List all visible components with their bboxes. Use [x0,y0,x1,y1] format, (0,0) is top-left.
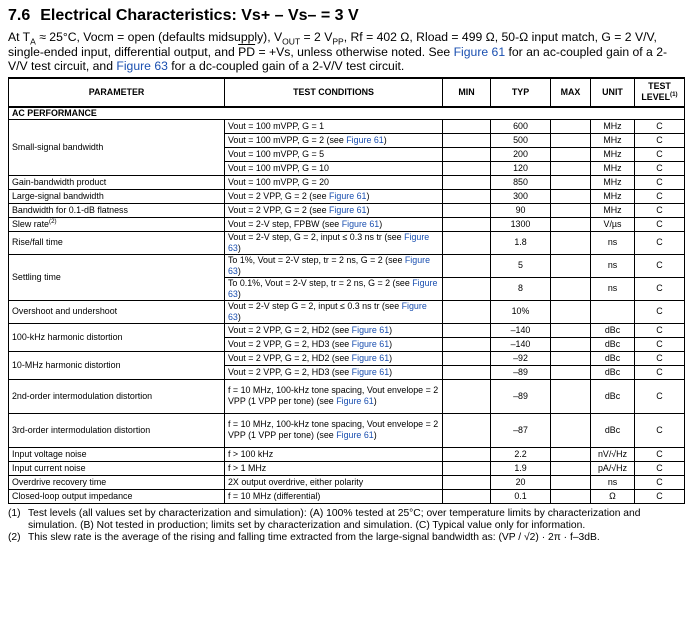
condition-cell: Vout = 2-V step G = 2, input ≤ 0.3 ns tr (see Figure 63) [225,300,443,323]
typ-cell: 600 [491,119,551,133]
condition-cell: Vout = 100 mVPP, G = 10 [225,161,443,175]
header-max: MAX [551,78,591,107]
min-cell [443,461,491,475]
typ-cell: 1300 [491,217,551,231]
table-row [9,351,685,365]
unit-cell: dBc [591,351,635,365]
max-cell [551,379,591,413]
parameter-cell: 3rd-order intermodulation distortion [9,413,225,447]
min-cell [443,231,491,254]
figure-link[interactable]: Figure 61 [328,204,367,215]
condition-cell: To 0.1%, Vout = 2-V step, tr = 2 ns, G = 2 (see Figure 63) [225,277,443,300]
footnotes [8,508,684,544]
condition-cell: Vout = 2-V step, G = 2, input ≤ 0.3 ns tr (see Figure 63) [225,231,443,254]
condition-cell: Vout = 2 VPP, G = 2, HD2 (see Figure 61) [225,323,443,337]
min-cell [443,133,491,147]
min-cell [443,351,491,365]
condition-cell: 2X output overdrive, either polarity [225,475,443,489]
max-cell [551,147,591,161]
parameter-cell: Gain-bandwidth product [9,175,225,189]
min-cell [443,147,491,161]
typ-cell: 120 [491,161,551,175]
condition-cell: Vout = 100 mVPP, G = 1 [225,119,443,133]
max-cell [551,489,591,503]
max-cell [551,133,591,147]
table-row [9,475,685,489]
min-cell [443,447,491,461]
test-level-cell: C [635,379,685,413]
header-min: MIN [443,78,491,107]
figure-link[interactable]: Figure 63 [228,254,431,276]
section-row [9,107,685,120]
table-row [9,119,685,133]
typ-cell: 20 [491,475,551,489]
test-level-cell: C [635,475,685,489]
intro-paragraph: At $T_A \approx 25^\circ C$, Vocm = open (defaults midsupply), $V_{OUT} = 2$ $V_{PP}$, Rf = 402 Ω, Rload = 499 Ω, 50-Ω input match, G = 2 V/V, single-ended input, differential output, and $\overline{PD} = +Vs$, unless otherwise noted. See Figure 61 for an ac-coupled gain of a 2-V/V test circuit, and Figure 63 for a dc-coupled gain of a 2-V/V test circuit. [8,30,668,73]
test-level-cell: C [635,365,685,379]
test-level-cell: C [635,133,685,147]
section-title-text: Electrical Characteristics: Vs+ – Vs– = 3 V [40,7,359,24]
typ-cell: –140 [491,337,551,351]
max-cell [551,475,591,489]
header-typ: TYP [491,78,551,107]
parameter-cell: Slew rate$^{(2)}$ [9,217,225,231]
table-row [9,203,685,217]
condition-cell: Vout = 100 mVPP, G = 5 [225,147,443,161]
typ-cell: 1.9 [491,461,551,475]
figure-link[interactable]: Figure 61 [346,134,384,145]
max-cell [551,337,591,351]
typ-cell: 90 [491,203,551,217]
figure-link[interactable]: Figure 61 [351,366,390,377]
condition-cell: Vout = 2 VPP, G = 2 (see Figure 61) [225,189,443,203]
figure-link[interactable]: Figure 63 [228,300,427,322]
table-row [9,175,685,189]
table-row [9,489,685,503]
min-cell [443,277,491,300]
test-level-cell: C [635,161,685,175]
max-cell [551,203,591,217]
parameter-cell: Closed-loop output impedance [9,489,225,503]
header-test-level: TEST LEVEL$^{(1)}$ [635,78,685,107]
max-cell [551,254,591,277]
typ-cell: 850 [491,175,551,189]
min-cell [443,323,491,337]
typ-cell: 300 [491,189,551,203]
condition-cell: Vout = 2 VPP, G = 2 (see Figure 61) [225,203,443,217]
parameter-cell: 2nd-order intermodulation distortion [9,379,225,413]
unit-cell: MHz [591,147,635,161]
unit-cell: MHz [591,203,635,217]
figure-link[interactable]: Figure 61 [351,338,390,349]
figure-link[interactable]: Figure 61 [328,190,367,201]
test-level-cell: C [635,447,685,461]
min-cell [443,365,491,379]
figure-link[interactable]: Figure 61 [336,430,374,440]
table-row [9,323,685,337]
table-row [9,379,685,413]
max-cell [551,161,591,175]
max-cell [551,231,591,254]
condition-cell: Vout = 100 mVPP, G = 20 [225,175,443,189]
typ-cell: 10% [491,300,551,323]
test-level-cell: C [635,413,685,447]
parameter-cell: Small-signal bandwidth [9,119,225,175]
test-level-cell: C [635,254,685,277]
pd-pin-label: $\overline{PD}$ [238,44,256,59]
parameter-cell: 100-kHz harmonic distortion [9,323,225,351]
condition-cell: f = 10 MHz (differential) [225,489,443,503]
unit-cell: nV/√Hz [591,447,635,461]
table-row [9,413,685,447]
section-title [8,6,684,25]
parameter-cell: Overdrive recovery time [9,475,225,489]
unit-cell: V/µs [591,217,635,231]
header-test-conditions: TEST CONDITIONS [225,78,443,107]
unit-cell: Ω [591,489,635,503]
unit-cell [591,300,635,323]
max-cell [551,323,591,337]
table-row [9,189,685,203]
section-label: AC PERFORMANCE [9,107,685,120]
typ-cell: –140 [491,323,551,337]
parameter-cell: Rise/fall time [9,231,225,254]
max-cell [551,300,591,323]
parameter-cell: Bandwidth for 0.1-dB flatness [9,203,225,217]
test-level-cell: C [635,119,685,133]
min-cell [443,217,491,231]
header-unit: UNIT [591,78,635,107]
typ-cell: 8 [491,277,551,300]
test-level-cell: C [635,189,685,203]
typ-cell: –92 [491,351,551,365]
parameter-cell: Input voltage noise [9,447,225,461]
unit-cell: dBc [591,337,635,351]
test-level-cell: C [635,489,685,503]
max-cell [551,277,591,300]
parameter-cell: Input current noise [9,461,225,475]
test-level-cell: C [635,175,685,189]
condition-cell: Vout = 100 mVPP, G = 2 (see Figure 61) [225,133,443,147]
datasheet-page [8,6,684,544]
figure-61-link[interactable]: Figure 61 [453,44,506,59]
test-level-cell: C [635,231,685,254]
unit-cell: MHz [591,189,635,203]
test-level-cell: C [635,147,685,161]
unit-cell: dBc [591,379,635,413]
min-cell [443,189,491,203]
typ-cell: –87 [491,413,551,447]
typ-cell: –89 [491,365,551,379]
condition-cell: Vout = 2 VPP, G = 2, HD2 (see Figure 61) [225,351,443,365]
parameter-cell: Large-signal bandwidth [9,189,225,203]
condition-cell: Vout = 2-V step, FPBW (see Figure 61) [225,217,443,231]
min-cell [443,203,491,217]
typ-cell: 0.1 [491,489,551,503]
figure-link[interactable]: Figure 63 [228,231,430,253]
electrical-characteristics-table [8,77,685,504]
unit-cell: MHz [591,119,635,133]
max-cell [551,119,591,133]
unit-cell: dBc [591,413,635,447]
min-cell [443,119,491,133]
unit-cell: pA/√Hz [591,461,635,475]
table-row [9,217,685,231]
min-cell [443,254,491,277]
table-header-row [9,78,685,107]
typ-cell: 2.2 [491,447,551,461]
max-cell [551,461,591,475]
test-level-cell: C [635,461,685,475]
condition-cell: f > 1 MHz [225,461,443,475]
min-cell [443,300,491,323]
condition-cell: f = 10 MHz, 100-kHz tone spacing, Vout envelope = 2 VPP (1 VPP per tone) (see Figure 61) [225,379,443,413]
max-cell [551,351,591,365]
footnote-1: (1) Test levels (all values set by characterization and simulation): (A) 100% tested at 25°C; over temperature limits by characterization and simulation. (B) Not tested in production; limits set by characterization and simulation. (C) Typical value only for information. [8,507,641,531]
unit-cell: dBc [591,365,635,379]
typ-cell: –89 [491,379,551,413]
table-row [9,231,685,254]
unit-cell: MHz [591,133,635,147]
figure-link[interactable]: Figure 61 [351,352,390,363]
unit-cell: ns [591,231,635,254]
condition-cell: f = 10 MHz, 100-kHz tone spacing, Vout envelope = 2 VPP (1 VPP per tone) (see Figure 61) [225,413,443,447]
min-cell [443,475,491,489]
parameter-cell: Overshoot and undershoot [9,300,225,323]
min-cell [443,175,491,189]
typ-cell: 1.8 [491,231,551,254]
typ-cell: 500 [491,133,551,147]
unit-cell: MHz [591,161,635,175]
test-level-cell: C [635,300,685,323]
header-parameter: PARAMETER [9,78,225,107]
unit-cell: ns [591,475,635,489]
min-cell [443,161,491,175]
figure-link[interactable]: Figure 61 [351,324,390,335]
unit-cell: MHz [591,175,635,189]
figure-link[interactable]: Figure 61 [336,396,374,406]
table-row [9,300,685,323]
min-cell [443,379,491,413]
table-row [9,461,685,475]
condition-cell: To 1%, Vout = 2-V step, tr = 2 ns, G = 2 (see Figure 63) [225,254,443,277]
table-row [9,447,685,461]
parameter-cell: 10-MHz harmonic distortion [9,351,225,379]
test-level-cell: C [635,217,685,231]
section-number: 7.6 [8,7,31,24]
test-level-cell: C [635,203,685,217]
min-cell [443,337,491,351]
test-level-cell: C [635,323,685,337]
unit-cell: ns [591,277,635,300]
figure-63-link[interactable]: Figure 63 [116,59,168,73]
test-level-cell: C [635,351,685,365]
max-cell [551,217,591,231]
condition-cell: Vout = 2 VPP, G = 2, HD3 (see Figure 61) [225,337,443,351]
unit-cell: ns [591,254,635,277]
figure-link[interactable]: Figure 61 [341,218,380,229]
figure-link[interactable]: Figure 63 [228,277,438,299]
max-cell [551,413,591,447]
typ-cell: 200 [491,147,551,161]
min-cell [443,413,491,447]
max-cell [551,365,591,379]
condition-cell: f > 100 kHz [225,447,443,461]
test-level-cell: C [635,277,685,300]
footnote-2: (2) This slew rate is the average of the rising and falling time extracted from the large-signal bandwidth as: (VP / √2) · 2π · f–3dB. [8,531,600,543]
max-cell [551,175,591,189]
max-cell [551,447,591,461]
unit-cell: dBc [591,323,635,337]
table-row [9,254,685,277]
min-cell [443,489,491,503]
test-level-cell: C [635,337,685,351]
max-cell [551,189,591,203]
parameter-cell: Settling time [9,254,225,300]
condition-cell: Vout = 2 VPP, G = 2, HD3 (see Figure 61) [225,365,443,379]
typ-cell: 5 [491,254,551,277]
